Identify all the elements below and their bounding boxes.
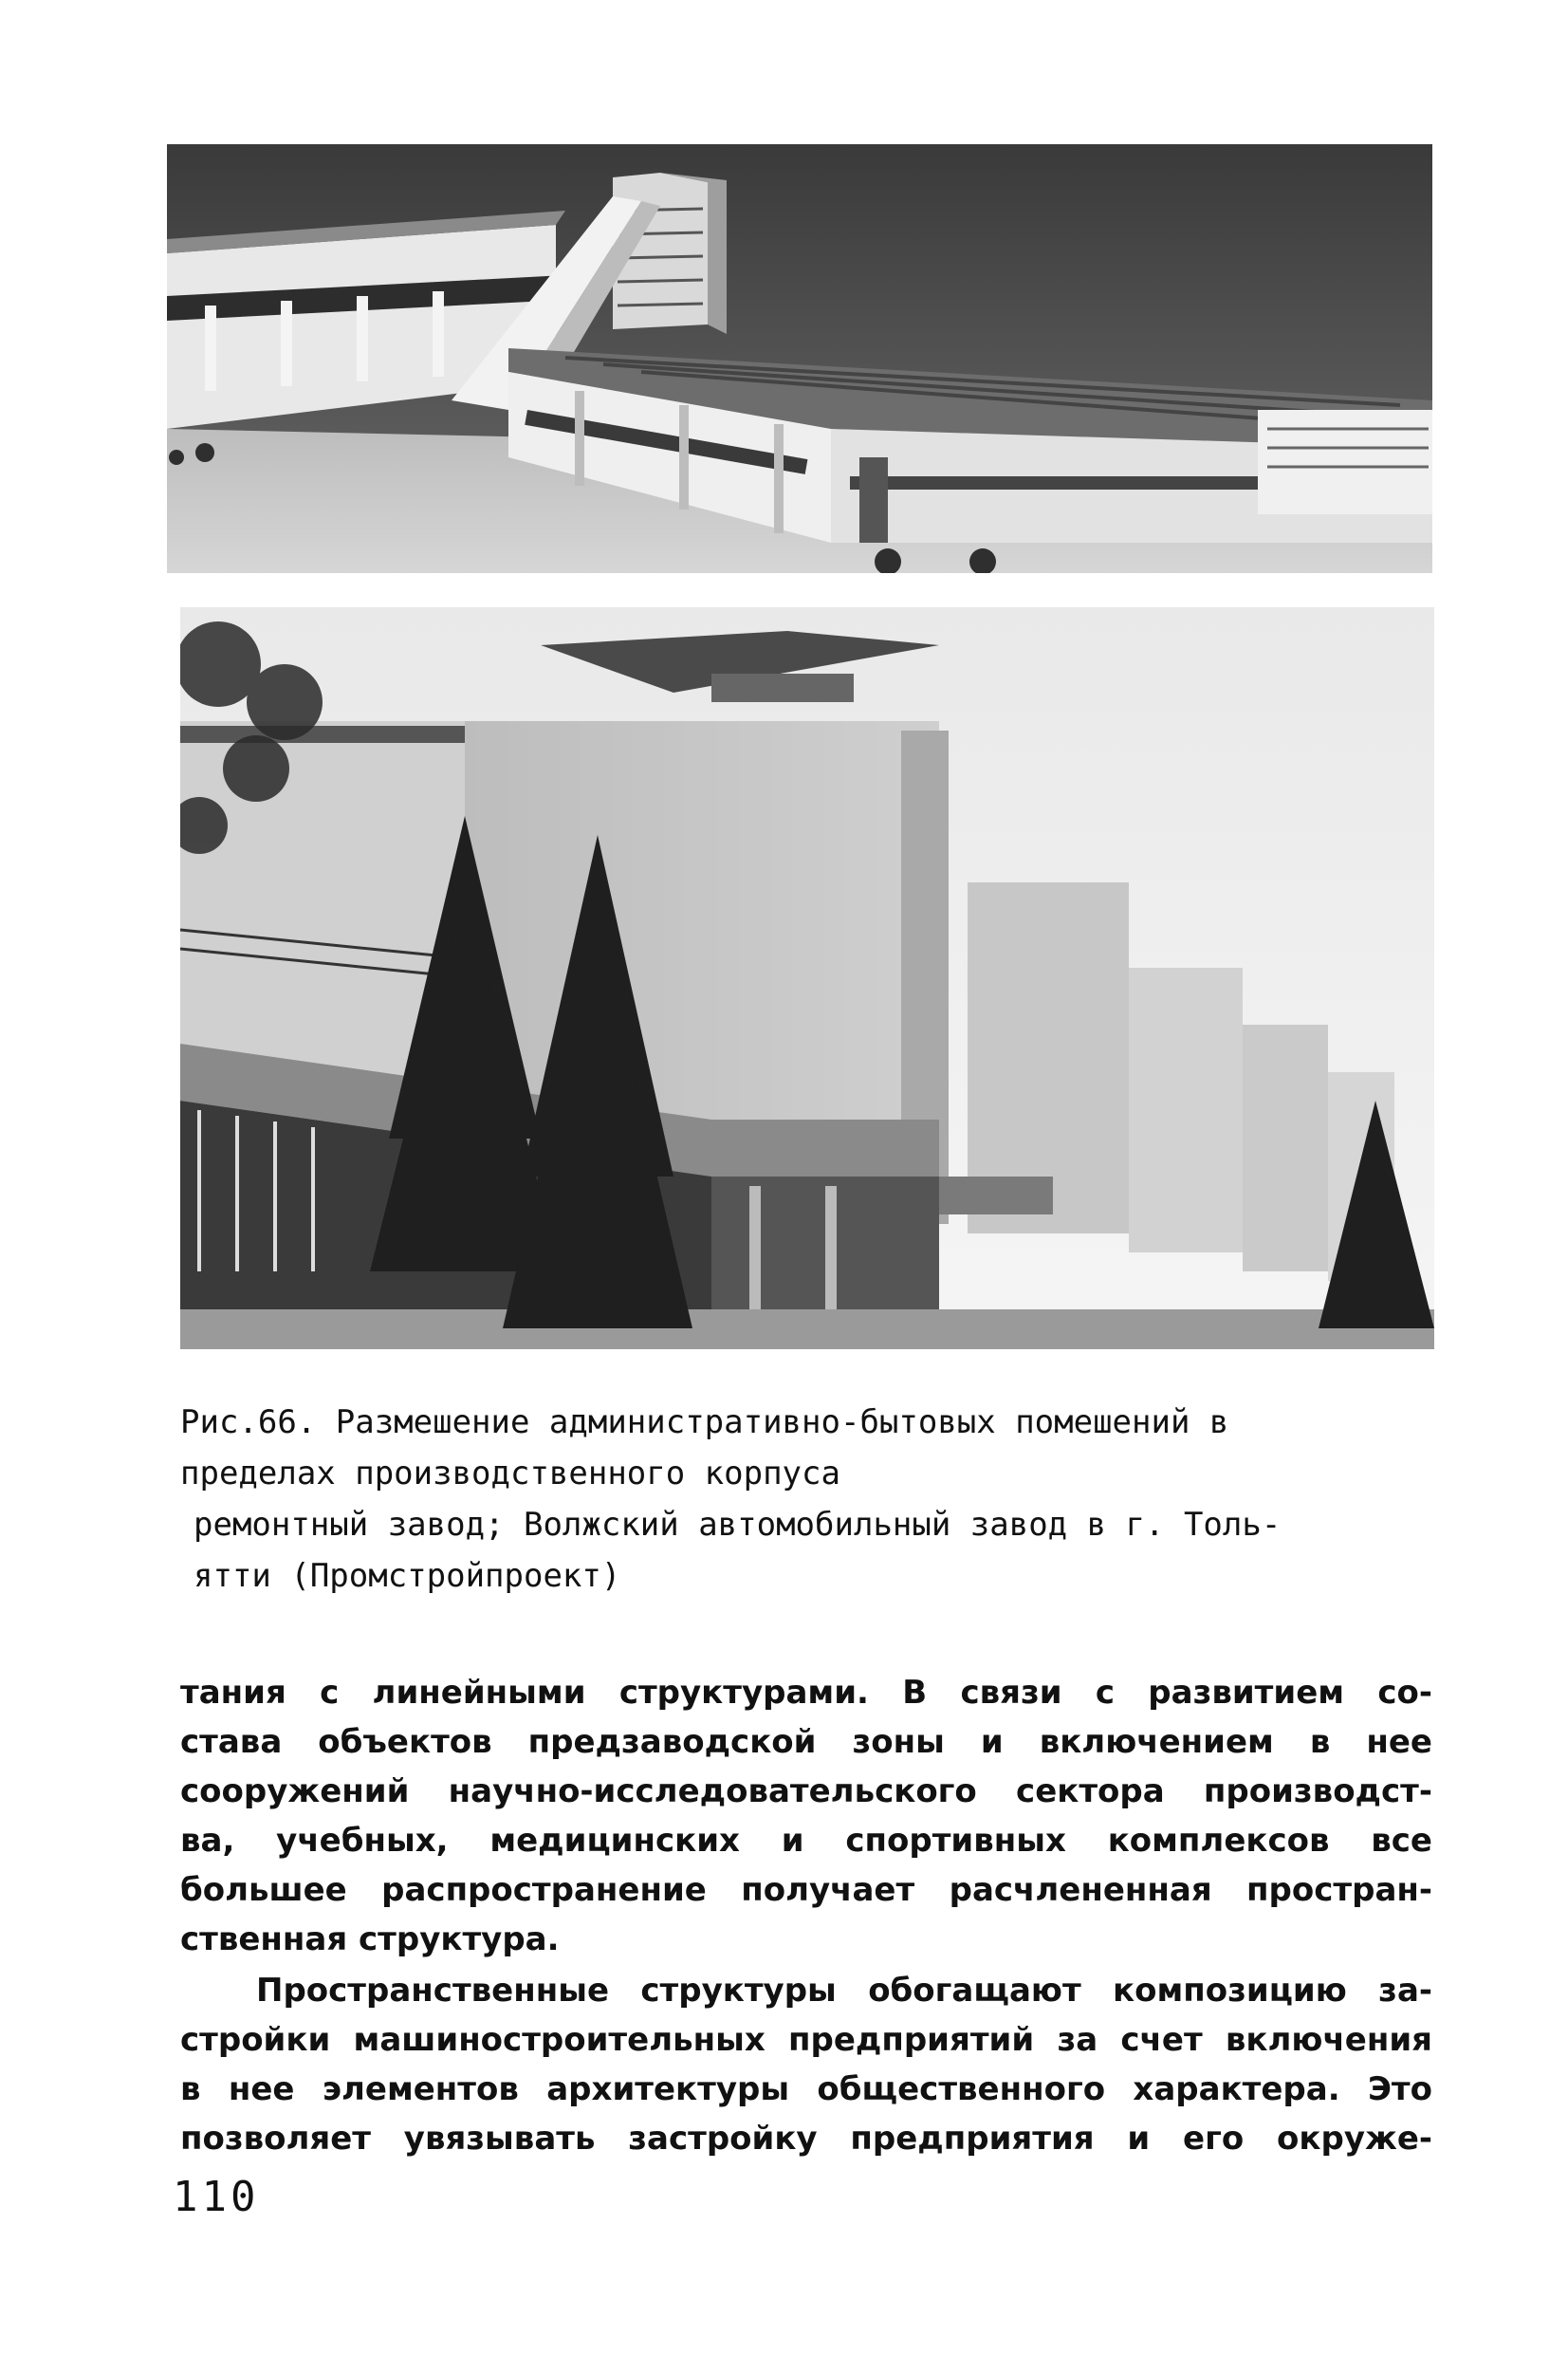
paragraph-2 (180, 1966, 1432, 2163)
factory-aerial-photo (167, 144, 1432, 573)
text-line: Пространственные структуры обогащают композицию за- (256, 1972, 1432, 2010)
text-line: тания с линейными структурами. В связи с развитием со- (180, 1674, 1432, 1712)
caption-line: Рис.66. Размешение административно-бытовых помешений в (180, 1403, 1229, 1441)
figure-caption (180, 1397, 1432, 1602)
building-facade-photo (180, 607, 1434, 1349)
text-line: позволяет увязывать застройку предприятия и его окруже- (180, 2120, 1432, 2158)
text-line: ва, учебных, медицинских и спортивных комплексов все (180, 1822, 1432, 1860)
caption-line: ятти (Промстройпроект) (194, 1557, 621, 1595)
caption-line: ремонтный завод; Волжский автомобильный завод в г. Толь- (194, 1506, 1282, 1544)
text-line: сооружений научно-исследовательского сектора производст- (180, 1772, 1432, 1810)
page-number: 110 (173, 2173, 260, 2221)
text-line: стройки машиностроительных предприятий за счет включения (180, 2021, 1432, 2059)
factory-aerial-illustration (167, 144, 1432, 573)
text-line: ственная структура. (180, 1920, 560, 1958)
caption-line: пределах производственного корпуса (180, 1455, 840, 1492)
building-facade-illustration (180, 607, 1434, 1349)
text-line: большее распространение получает расчлененная простран- (180, 1871, 1432, 1909)
text-line: в нее элементов архитектуры общественного характера. Это (180, 2070, 1432, 2108)
paragraph-1 (180, 1668, 1432, 1964)
text-line: става объектов предзаводской зоны и включением в нее (180, 1723, 1432, 1761)
